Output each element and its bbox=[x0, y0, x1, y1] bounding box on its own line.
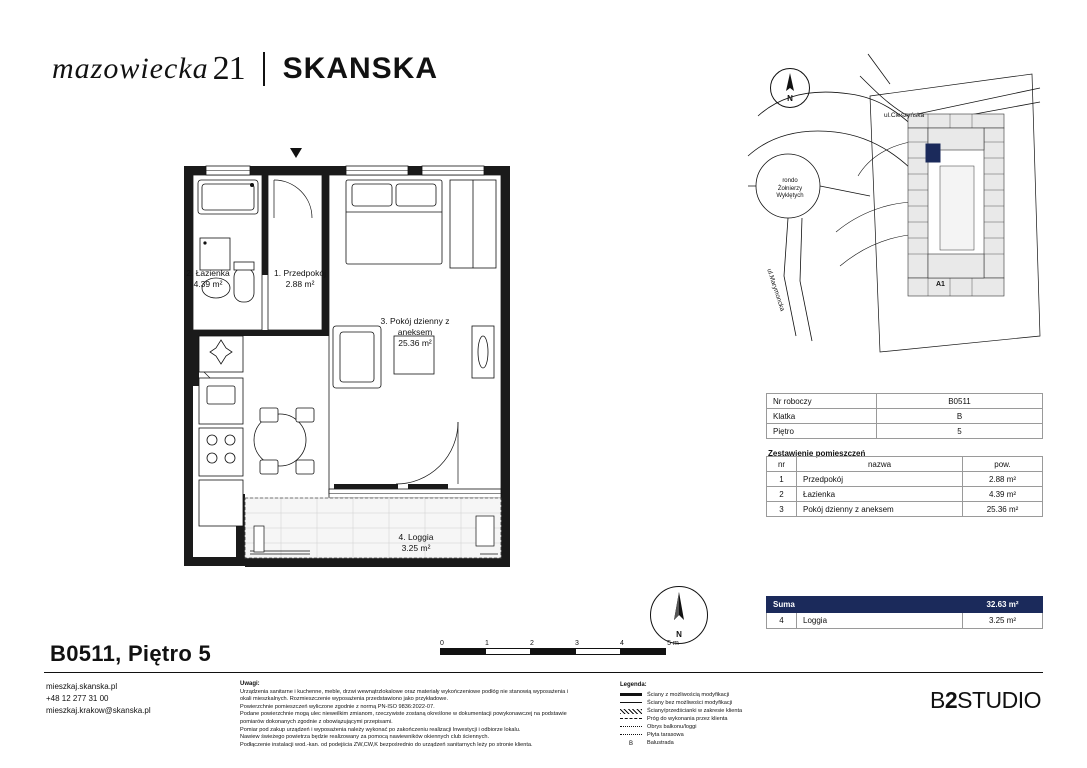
table-row bbox=[767, 472, 1043, 487]
table-row bbox=[767, 394, 1043, 409]
legend-block bbox=[620, 681, 742, 747]
sitemap-street-top: ul.Cieszyńska bbox=[884, 112, 925, 119]
legend-hatch-icon bbox=[620, 709, 642, 714]
room-name-0: Przedpokój bbox=[797, 472, 963, 487]
notes-line-3: Podane powierzchnie mogą ulec nieweilkim zmianom, rzeczywiste zostaną określone w dokumentacji powykonawczej na podstawie bbox=[240, 711, 567, 718]
roundabout-line-1: rondo bbox=[782, 178, 798, 184]
legend-item-3 bbox=[620, 715, 742, 723]
legend-item-5 bbox=[620, 731, 742, 739]
room-label-pokoj-name-1: 3. Pokój dzienny z bbox=[380, 316, 450, 326]
legend-text-0: Ściany z możliwością modyfikacji bbox=[647, 692, 730, 699]
notes-line-0: Urządzenia sanitarne i kuchenne, meble, drzwi wewnątrzlokalowe oraz materiały wykończeniowe podłóg nie stanowią wyposażenia i bbox=[240, 688, 569, 695]
rooms-header-area: pow. bbox=[963, 457, 1043, 472]
brand-mazowiecka-text: mazowiecka bbox=[52, 52, 209, 85]
table-row bbox=[767, 424, 1043, 439]
sitemap-block-label: A1 bbox=[936, 281, 945, 288]
legend-title: Legenda: bbox=[620, 682, 647, 688]
summary-row bbox=[767, 597, 1043, 613]
scale-segment-2 bbox=[486, 649, 531, 654]
footer-divider bbox=[44, 672, 1043, 673]
notes-line-1: okali mieszkalnych. Rozmieszczenie wyposażenia przedstawiono jako przykładowe. bbox=[240, 696, 448, 703]
brand-divider bbox=[263, 52, 265, 86]
legend-balustrade-icon: B bbox=[628, 741, 633, 748]
room-label-loggia-name: 4. Loggia bbox=[398, 532, 434, 542]
scale-segment-5 bbox=[621, 649, 665, 654]
legend-item-1 bbox=[620, 699, 742, 707]
notes-line-2: Powierzchnie pomieszczeń wyliczone zgodnie z normą PN-ISO 9836:2022-07. bbox=[240, 703, 435, 710]
brand-number-text: 21 bbox=[212, 50, 245, 87]
rooms-table bbox=[766, 456, 1043, 517]
contact-website[interactable]: mieszkaj.skanska.pl bbox=[46, 682, 118, 691]
scale-tick-5: 5 m bbox=[667, 640, 679, 647]
b2studio-logo: B2STUDIO bbox=[929, 687, 1041, 713]
scale-segment-1 bbox=[441, 649, 486, 654]
room-area-1: 4.39 m² bbox=[963, 487, 1043, 502]
room-label-przedpokoj-area: 2.88 m² bbox=[285, 279, 315, 289]
notes-line-6: Nawiew świeżego powietrza będzie realizowany za pomocą nawiewników okiennych club ściennych. bbox=[240, 734, 490, 741]
table-row bbox=[767, 502, 1043, 517]
room-label-pokoj-name-2: aneksem bbox=[397, 327, 433, 337]
compass-rose-top bbox=[770, 68, 810, 108]
notes-block bbox=[240, 681, 600, 749]
page-title: B0511, Piętro 5 bbox=[50, 641, 212, 666]
legend-text-2: Ściany/przedścianki w zakresie klienta bbox=[647, 708, 743, 715]
loggia-area: 3.25 m² bbox=[963, 613, 1043, 629]
loggia-name: Loggia bbox=[797, 613, 963, 629]
legend-dotted-line-icon bbox=[620, 726, 642, 732]
contact-phone[interactable]: +48 12 277 31 00 bbox=[46, 694, 109, 703]
table-row bbox=[767, 487, 1043, 502]
rooms-header-nr: nr bbox=[767, 457, 797, 472]
brand-logo bbox=[52, 50, 438, 88]
meta-key-1: Klatka bbox=[767, 409, 877, 424]
legend-item-2 bbox=[620, 707, 742, 715]
room-name-1: Łazienka bbox=[797, 487, 963, 502]
legend-text-3: Próg do wykonania przez klienta bbox=[647, 716, 728, 723]
room-label-lazienka bbox=[162, 268, 254, 290]
sitemap-street-bottom: ul.Marymoncka bbox=[765, 268, 786, 313]
compass-north-letter-bottom: N bbox=[676, 630, 682, 639]
unit-meta-table bbox=[766, 393, 1043, 439]
room-nr-1: 2 bbox=[767, 487, 797, 502]
notes-line-7: Podłączenie instalacji wod.-kan. od podejścia ZW,CW,K bezpośrednio do urządzeń sanitarnych leży po stronie klienta. bbox=[240, 741, 533, 748]
legend-item-4 bbox=[620, 723, 742, 731]
scale-tick-3: 3 bbox=[575, 640, 579, 647]
room-label-pokoj-dzienny bbox=[338, 316, 492, 349]
meta-value-1: B bbox=[877, 409, 1043, 424]
notes-title: Uwagi: bbox=[240, 681, 260, 687]
table-row bbox=[767, 613, 1043, 629]
brand-skanska-text: SKANSKA bbox=[282, 52, 438, 85]
scale-segment-4 bbox=[576, 649, 621, 654]
scale-tick-1: 1 bbox=[485, 640, 489, 647]
scale-segment-3 bbox=[531, 649, 576, 654]
legend-text-6: Balustrada bbox=[647, 740, 674, 747]
scale-tick-0: 0 bbox=[440, 640, 444, 647]
summary-value: 32.63 m² bbox=[963, 597, 1043, 613]
scale-tick-4: 4 bbox=[620, 640, 624, 647]
meta-value-0: B0511 bbox=[877, 394, 1043, 409]
loggia-nr: 4 bbox=[767, 613, 797, 629]
compass-north-letter-top: N bbox=[787, 94, 793, 103]
roundabout-line-3: Wyklętych bbox=[776, 193, 804, 199]
floor-plan-drawing bbox=[150, 140, 610, 610]
meta-key-2: Piętro bbox=[767, 424, 877, 439]
room-label-przedpokoj bbox=[254, 268, 346, 290]
room-nr-0: 1 bbox=[767, 472, 797, 487]
meta-key-0: Nr roboczy bbox=[767, 394, 877, 409]
room-label-lazienka-area: 4.39 m² bbox=[193, 279, 223, 289]
room-label-lazienka-name: 2. Łazienka bbox=[186, 268, 230, 278]
legend-item-0 bbox=[620, 691, 742, 699]
legend-thin-line-icon bbox=[620, 702, 642, 708]
room-label-przedpokoj-name: 1. Przedpokój bbox=[274, 268, 326, 278]
rooms-section-title: Zestawienie pomieszczeń bbox=[768, 449, 866, 458]
sitemap-roundabout-label bbox=[764, 178, 816, 201]
legend-text-4: Obrys balkonu/loggi bbox=[647, 724, 697, 731]
table-row bbox=[767, 409, 1043, 424]
rooms-header-name: nazwa bbox=[797, 457, 963, 472]
room-nr-2: 3 bbox=[767, 502, 797, 517]
room-area-0: 2.88 m² bbox=[963, 472, 1043, 487]
compass-rose-bottom bbox=[650, 586, 708, 644]
legend-solid-line-icon bbox=[620, 693, 642, 699]
legend-dashed-line-icon bbox=[620, 718, 642, 724]
scale-tick-2: 2 bbox=[530, 640, 534, 647]
room-area-2: 25.36 m² bbox=[963, 502, 1043, 517]
table-header-row bbox=[767, 457, 1043, 472]
summary-label: Suma bbox=[767, 597, 963, 613]
scale-bar-graphic bbox=[440, 648, 666, 655]
legend-text-5: Płyta tarasowa bbox=[647, 732, 684, 739]
room-label-loggia-area: 3.25 m² bbox=[401, 543, 431, 553]
room-label-loggia bbox=[356, 532, 476, 554]
notes-line-4: pomiarów dokonanych zgodnie z obowiązującymi przepisami. bbox=[240, 718, 393, 725]
contact-block bbox=[46, 681, 151, 717]
room-name-2: Pokój dzienny z aneksem bbox=[797, 502, 963, 517]
summary-table bbox=[766, 596, 1043, 629]
notes-line-5: Pomiar pod zakup urządzeń i wyposażenia należy wykonać po zakończeniu realizacji Inwestycji i odbiorze lokalu. bbox=[240, 726, 521, 733]
meta-value-2: 5 bbox=[877, 424, 1043, 439]
room-label-pokoj-area: 25.36 m² bbox=[398, 338, 432, 348]
contact-email[interactable]: mieszkaj.krakow@skanska.pl bbox=[46, 706, 151, 715]
legend-dotted-line-icon-2 bbox=[620, 734, 642, 740]
legend-text-1: Ściany bez możliwości modyfikacji bbox=[647, 700, 733, 707]
legend-item-6 bbox=[620, 739, 742, 747]
roundabout-line-2: Żołnierzy bbox=[777, 185, 803, 192]
